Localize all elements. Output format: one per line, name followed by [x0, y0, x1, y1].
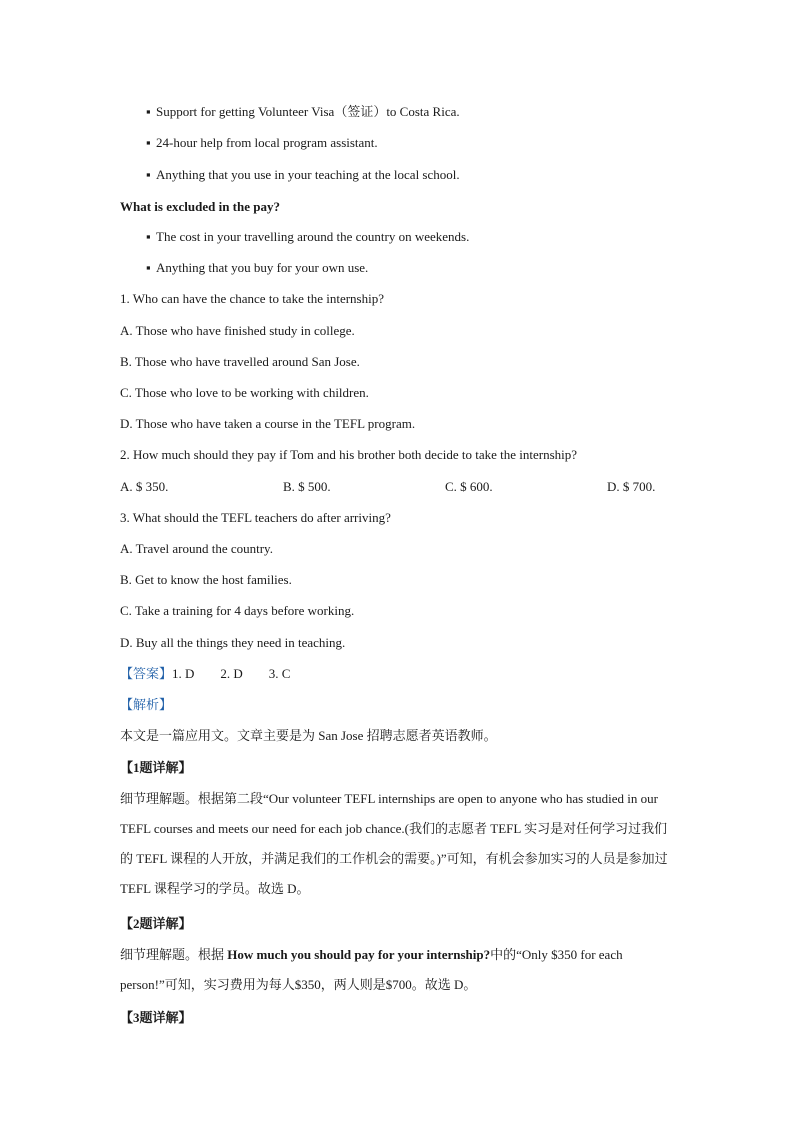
summary-text: 本文是一篇应用文。文章主要是为 San Jose 招聘志愿者英语教师。 [120, 728, 497, 743]
detail-1-text: 细节理解题。根据第二段“Our volunteer TEFL internships are open to anyone who has studied in our TEFL courses and meets our need for each job chance.(我们的志愿者 TEFL 实习是对任何学习过我们的 TEFL 课程的人开放，并满足我们的工作机会的需要。)”可知，有机会参加实习的人员是参加过 TEFL 课程学习的学员。故选 D。 [120, 791, 668, 896]
answer-3: 3. C [268, 666, 291, 681]
detail-3-label: 【3题详解】 [120, 1010, 192, 1025]
detail-2-bold-heading: How much you should pay for your internship? [227, 947, 491, 962]
answer-1: 1. D [172, 666, 195, 681]
question-1: 1. Who can have the chance to take the internship? [120, 291, 384, 306]
q1-option-b: B. Those who have travelled around San Jose. [120, 354, 360, 369]
q3-option-a: A. Travel around the country. [120, 541, 273, 556]
answer-2: 2. D [220, 666, 243, 681]
q2-option-d: D. $ 700. [607, 479, 656, 494]
included-bullet-2: ▪ 24-hour help from local program assistant. [146, 135, 378, 150]
question-3: 3. What should the TEFL teachers do after arriving? [120, 510, 391, 525]
detail-2-text: 细节理解题。根据 How much you should pay for your internship?中的“Only $350 for each person!”可知，实习费用为每人$350，两人则是$700。故选 D。 [120, 947, 623, 992]
q1-option-c: C. Those who love to be working with children. [120, 385, 369, 400]
q2-option-b: B. $ 500. [283, 479, 331, 494]
included-bullet-3: ▪ Anything that you use in your teaching at the local school. [146, 167, 460, 182]
q2-option-a: A. $ 350. [120, 479, 169, 494]
analysis-label: 【解析】 [120, 697, 173, 712]
excluded-heading: What is excluded in the pay? [120, 199, 280, 214]
detail-1-label: 【1题详解】 [120, 760, 192, 775]
included-bullet-1: ▪ Support for getting Volunteer Visa（签证）to Costa Rica. [146, 104, 460, 119]
q3-option-c: C. Take a training for 4 days before working. [120, 603, 355, 618]
q1-option-d: D. Those who have taken a course in the TEFL program. [120, 416, 416, 431]
q2-option-c: C. $ 600. [445, 479, 493, 494]
excluded-bullet-1: ▪ The cost in your travelling around the country on weekends. [146, 229, 470, 244]
question-2: 2. How much should they pay if Tom and his brother both decide to take the internship? [120, 447, 578, 462]
answer-label: 【答案】 [120, 666, 173, 681]
excluded-bullet-2: ▪ Anything that you buy for your own use. [146, 260, 369, 275]
answer-line [120, 665, 290, 683]
detail-2-label: 【2题详解】 [120, 916, 192, 931]
q3-option-b: B. Get to know the host families. [120, 572, 292, 587]
q1-option-a: A. Those who have finished study in college. [120, 323, 355, 338]
q3-option-d: D. Buy all the things they need in teaching. [120, 635, 346, 650]
